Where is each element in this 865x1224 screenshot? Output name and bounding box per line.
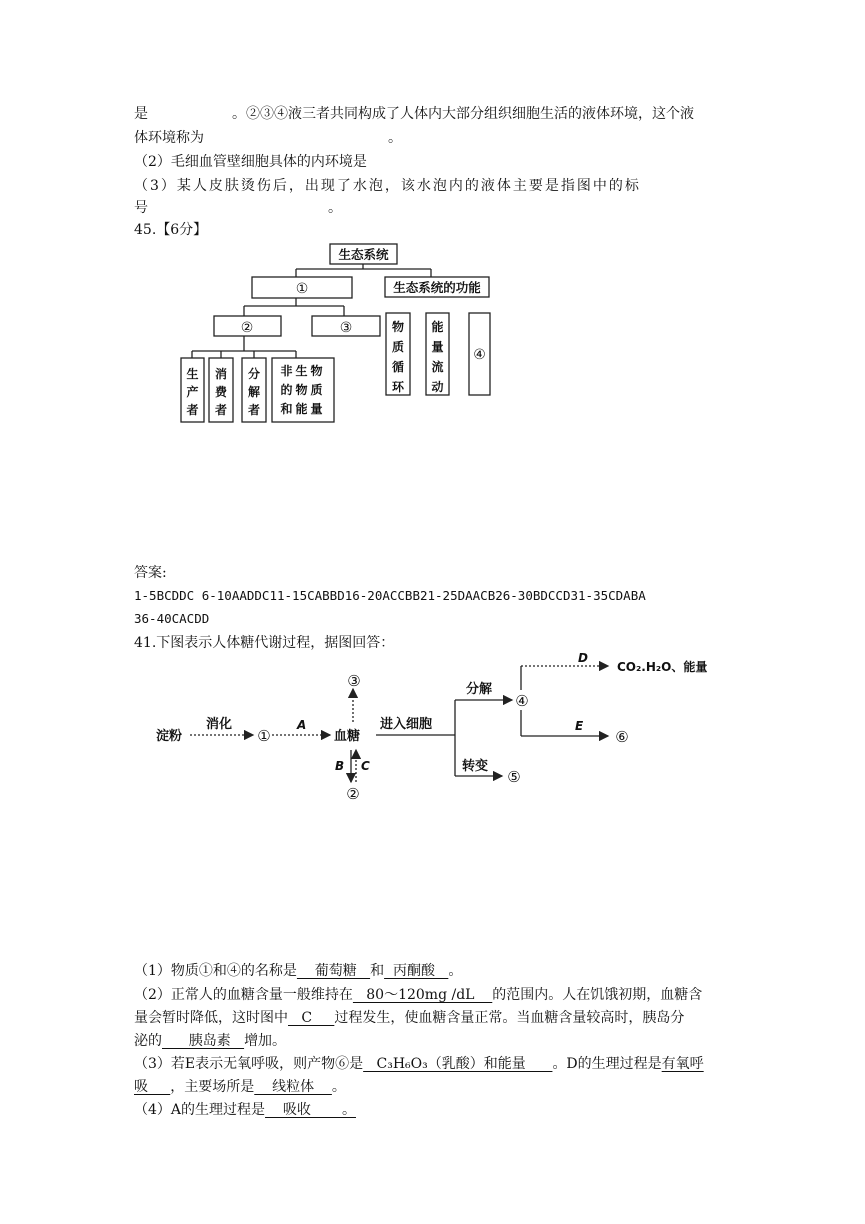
q41-sub2-text: 泌的 [134,1033,162,1049]
q41-sub1-end: 。 [448,963,463,979]
answers-line2: 36-40CACDD [134,611,210,626]
ecosystem-diagram [176,240,498,426]
answer-C: C [288,1010,335,1026]
label-consumer: 消费者 [214,367,228,417]
q44-text: 。 [388,130,402,146]
label-producer: 生产者 [186,367,199,417]
q45-header: 45.【6分】 [134,222,208,238]
label-decomposer: 分解者 [247,367,261,417]
label-4: ④ [473,347,486,363]
label-decompose: 分解 [466,682,493,697]
label-root: 生态系统 [338,247,389,262]
q41-title: 41.下图表示人体糖代谢过程，据图回答： [134,635,395,651]
q41-sub1-text: （1）物质①和④的名称是 [134,963,297,979]
q41-sub3-line2 [134,1077,346,1097]
answer-insulin: 胰岛素 [162,1033,245,1049]
q41-sub1-and: 和 [370,963,385,979]
label-B: B [335,759,345,773]
q41-sub2-line2 [134,1008,684,1028]
answer-lactic-acid: C₃H₆O₃（乳酸）和能量 [363,1056,553,1072]
q44-text: 。 [328,200,342,216]
label-C: C [361,759,370,773]
label-n2: ② [346,785,360,803]
label-3: ③ [339,320,353,336]
q44-sub3: （3）某人皮肤烫伤后，出现了水泡，该水泡内的液体主要是指图中的标 [134,178,641,194]
q41-sub2-text: 过程发生，使血糖含量正常。当血糖含量较高时，胰岛分 [334,1010,685,1026]
q41-sub2-text: 的范围内。人在饥饿初期，血糖含 [492,987,703,1003]
q41-sub4 [134,1100,356,1120]
sugar-metabolism-diagram [150,652,730,810]
label-abiotic: 非生物的物质和能量 [280,364,326,416]
label-A: A [297,718,307,732]
q41-sub3-text: ，主要场所是 [170,1079,255,1095]
label-n1: ① [257,727,271,745]
answer-glucose: 葡萄糖 [296,963,371,979]
label-n5: ⑤ [507,768,521,786]
q41-sub1 [134,961,462,981]
label-2: ② [240,320,254,336]
answer-range: 80～120mg /dL [352,987,493,1003]
label-1: ① [295,281,309,297]
label-blood-sugar: 血糖 [334,729,361,744]
q41-sub2-line1 [134,985,702,1005]
answer-mitochondria: 线粒体 [254,1079,332,1095]
q41-sub3-text: （3）若E表示无氧呼吸，则产物⑥是 [134,1056,364,1072]
q41-sub3-text: 。D的生理过程是 [552,1056,662,1072]
q41-sub2-text: 增加。 [244,1033,287,1049]
label-material-cycle: 物质循环 [391,320,405,394]
answers-line1: 1-5BCDDC 6-10AADDC11-15CABBD16-20ACCBB21-25DAACB26-30BDCCD31-35CDABA [134,588,646,603]
q41-sub2-text: 量会暂时降低，这时图中 [134,1010,288,1026]
q44-text: 号 [134,200,148,216]
label-E: E [575,719,584,733]
label-n4: ④ [515,692,529,710]
answer-absorption: 吸收 。 [265,1102,356,1118]
label-n6: ⑥ [615,728,629,746]
q44-line1 [134,104,694,124]
answer-aerobic-cont: 吸 [134,1079,171,1095]
label-starch: 淀粉 [156,729,183,744]
answer-aerobic: 有氧呼 [661,1056,704,1072]
q41-sub3-line1 [134,1054,704,1074]
q44-sub3-line2 [134,198,342,218]
label-digest: 消化 [206,717,233,732]
q41-sub2-text: （2）正常人的血糖含量一般维持在 [134,987,353,1003]
q41-sub3-end: 。 [331,1079,346,1095]
label-convert: 转变 [462,759,489,774]
label-n3: ③ [347,672,361,690]
label-function: 生态系统的功能 [393,280,481,295]
q41-sub2-line3 [134,1031,286,1051]
label-D: D [578,652,588,665]
q44-text: 。②③④液三者共同构成了人体内大部分组织细胞生活的液体环境，这个液 [232,106,694,122]
label-enter-cell: 进入细胞 [380,717,433,732]
q44-sub2: （2）毛细血管壁细胞具体的内环境是 [134,154,367,170]
q44-line2 [134,128,402,148]
q44-text: 是 [134,106,148,122]
answers-label: 答案: [134,565,167,581]
label-energy-flow: 能量流动 [431,320,444,394]
q44-text: 体环境称为 [134,130,204,146]
label-products: CO₂.H₂O、能量 [617,660,708,674]
q41-sub4-text: （4）A的生理过程是 [134,1102,266,1118]
answer-pyruvate: 丙酮酸 [384,963,449,979]
